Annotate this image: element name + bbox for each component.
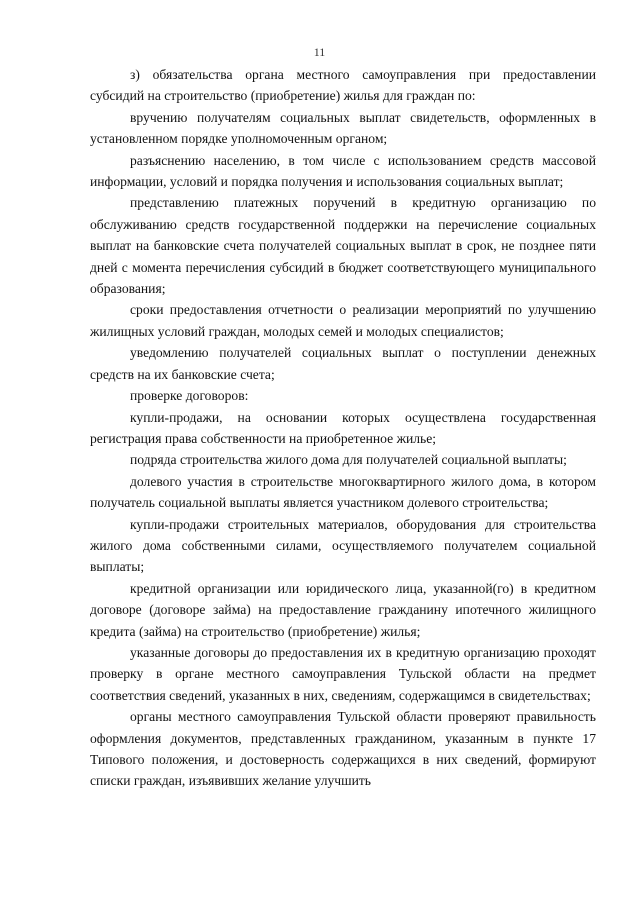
paragraph: органы местного самоуправления Тульской области проверяют правильность оформления документов, представленных гражданином, указанным в пункте 17 Типового положения, и достоверность содержащихся в них сведений, формируют списки граждан, изъявивших желание улучшить bbox=[90, 709, 596, 789]
paragraph: долевого участия в строительстве многоквартирного жилого дома, в котором получатель социальной выплаты является участником долевого строительства; bbox=[90, 473, 596, 511]
page-number: 11 bbox=[313, 45, 326, 59]
paragraph: проверке договоров: bbox=[130, 388, 249, 404]
paragraph: подряда строительства жилого дома для получателей социальной выплаты; bbox=[130, 452, 567, 468]
paragraph: указанные договоры до предоставления их в кредитную организацию проходят проверку в органе местного самоуправления Тульской области на предмет соответствия сведений, указанных в них, сведениям, содержащимся в свидетельствах; bbox=[90, 644, 596, 703]
paragraph: сроки предоставления отчетности о реализации мероприятий по улучшению жилищных условий граждан, молодых семей и молодых специалистов; bbox=[90, 302, 596, 339]
paragraph: вручению получателям социальных выплат свидетельств, оформленных в установленном порядке уполномоченным органом; bbox=[90, 109, 596, 147]
paragraph: уведомлению получателей социальных выплат о поступлении денежных средств на их банковские счета; bbox=[90, 345, 596, 382]
paragraph: з) обязательства органа местного самоуправления при предоставлении субсидий на строительство (приобретение) жилья для граждан по: bbox=[90, 67, 596, 104]
paragraph: кредитной организации или юридического лица, указанной(го) в кредитном договоре (договоре займа) на предоставление гражданину ипотечного жилищного кредита (займа) на строительство (приобретение) жилья; bbox=[90, 580, 596, 639]
paragraph: разъяснению населению, в том числе с использованием средств массовой информации, условий и порядка получения и использования социальных выплат; bbox=[90, 152, 596, 190]
paragraph: купли-продажи, на основании которых осуществлена государственная регистрация права собственности на приобретенное жилье; bbox=[90, 409, 596, 446]
paragraph: купли-продажи строительных материалов, оборудования для строительства жилого дома собственными силами, осуществляемого получателем социальной выплаты; bbox=[90, 516, 596, 575]
body-text bbox=[90, 64, 596, 792]
paragraph: представлению платежных поручений в кредитную организацию по обслуживанию средств государственной поддержки на перечисление социальных выплат на банковские счета получателей социальных выплат в срок, не позднее пяти дней с момента перечисления субсидий в бюджет соответствующего муниципального образования; bbox=[90, 195, 596, 297]
